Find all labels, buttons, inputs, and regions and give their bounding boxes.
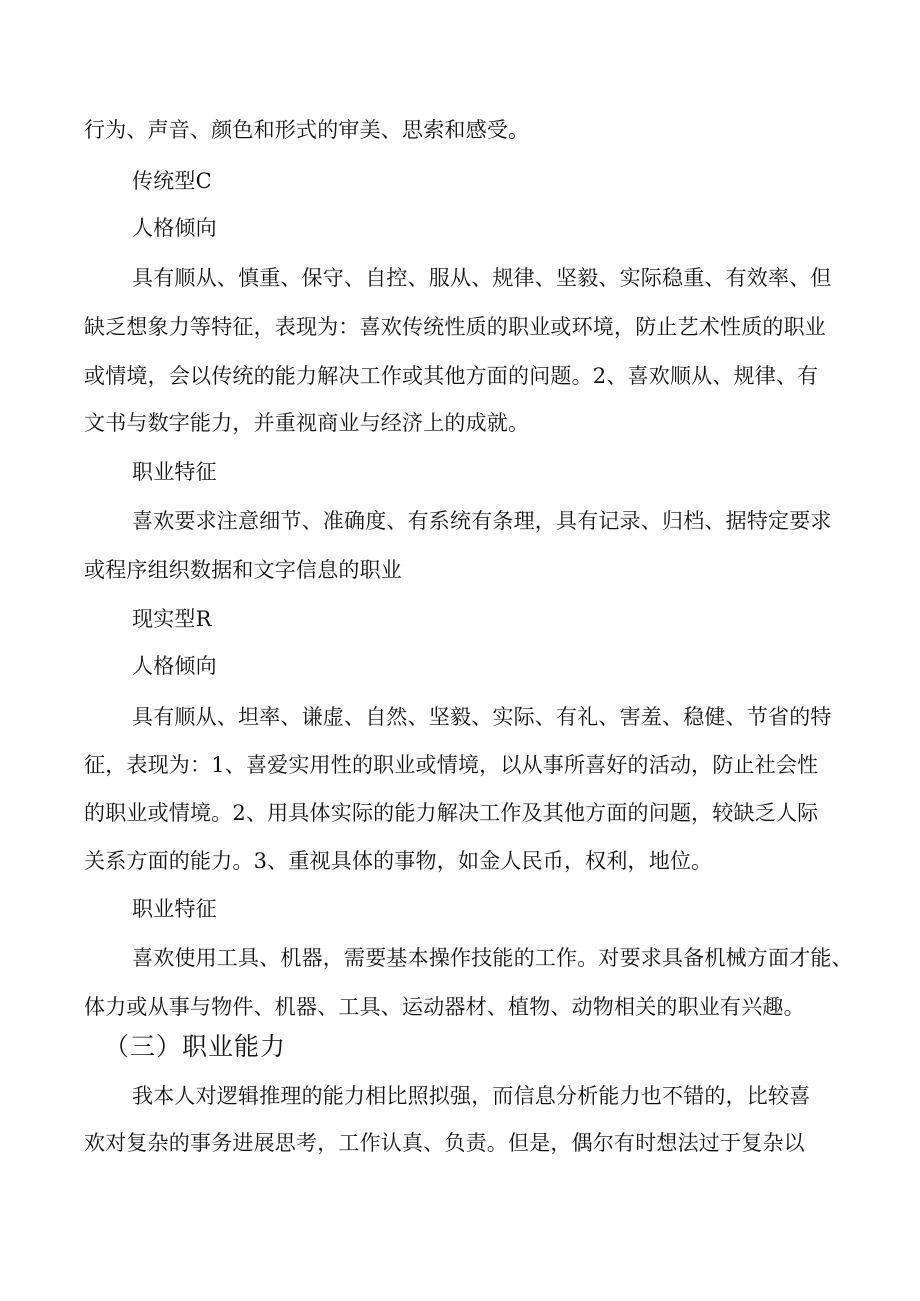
- paragraph-line: 喜欢使用工具、机器，需要基本操作技能的工作。对要求具备机械方面才能、: [132, 946, 853, 970]
- paragraph-line: 缺乏想象力等特征，表现为：喜欢传统性质的职业或环境，防止艺术性质的职业: [84, 315, 826, 339]
- paragraph-line: 欢对复杂的事务进展思考，工作认真、负责。但是，偶尔有时想法过于复杂以: [84, 1131, 805, 1155]
- subheading-career-traits: 职业特征: [132, 460, 217, 484]
- paragraph-line: 或程序组织数据和文字信息的职业: [84, 558, 402, 582]
- section-title-realistic: 现实型R: [132, 607, 212, 631]
- paragraph-line: 具有顺从、慎重、保守、自控、服从、规律、坚毅、实际稳重、有效率、但: [132, 266, 832, 290]
- paragraph-line: 关系方面的能力。3、重视具体的事物，如金人民币，权利，地位。: [84, 849, 713, 873]
- section-heading-career-ability: （三）职业能力: [104, 1032, 287, 1061]
- paragraph-line: 的职业或情境。2、用具体实际的能力解决工作及其他方面的问题，较缺乏人际: [84, 801, 819, 825]
- paragraph-line: 征，表现为：1、喜爱实用性的职业或情境，以从事所喜好的活动，防止社会性: [84, 753, 819, 777]
- paragraph-line: 文书与数字能力，并重视商业与经济上的成就。: [84, 411, 530, 435]
- paragraph-line: 具有顺从、坦率、谦虚、自然、坚毅、实际、有礼、害羞、稳健、节省的特: [132, 705, 832, 729]
- paragraph-line: 体力或从事与物件、机器、工具、运动器材、植物、动物相关的职业有兴趣。: [84, 995, 805, 1019]
- subheading-career-traits: 职业特征: [132, 897, 217, 921]
- paragraph-line: 行为、声音、颜色和形式的审美、思索和感受。: [84, 118, 530, 142]
- section-title-conventional: 传统型C: [132, 169, 212, 193]
- paragraph-line: 喜欢要求注意细节、准确度、有系统有条理，具有记录、归档、据特定要求: [132, 509, 832, 533]
- subheading-personality: 人格倾向: [132, 654, 217, 678]
- subheading-personality: 人格倾向: [132, 216, 217, 240]
- paragraph-line: 我本人对逻辑推理的能力相比照拟强，而信息分析能力也不错的，比较喜: [132, 1084, 811, 1108]
- paragraph-line: 或情境，会以传统的能力解决工作或其他方面的问题。2、喜欢顺从、规律、有: [84, 364, 819, 388]
